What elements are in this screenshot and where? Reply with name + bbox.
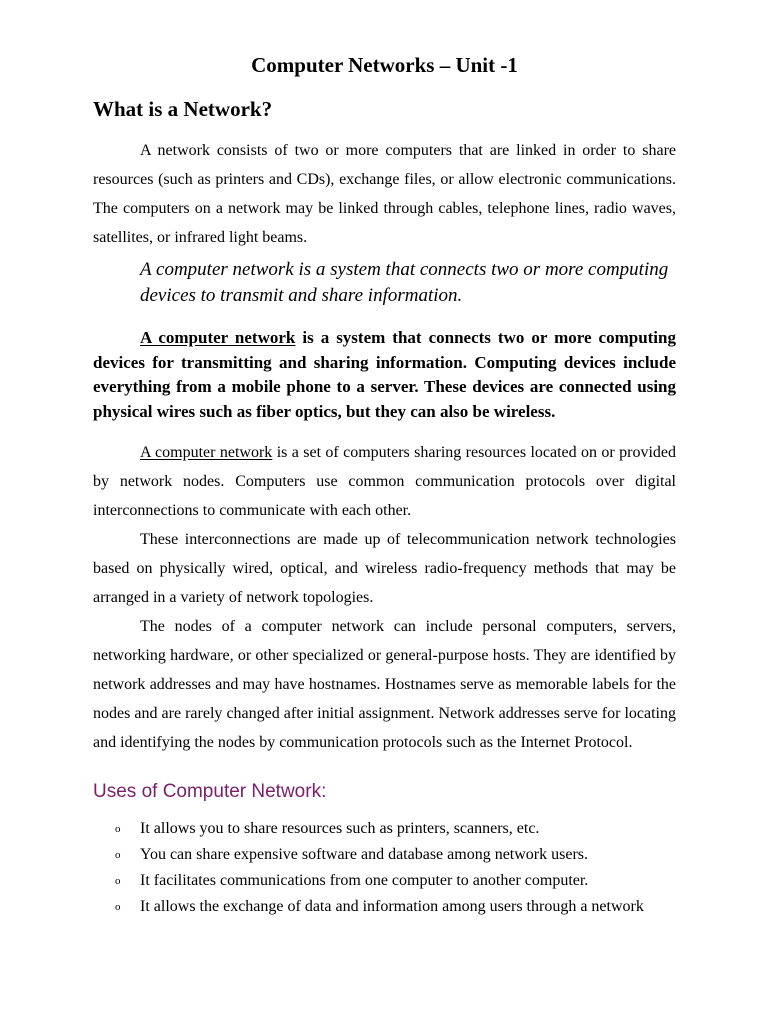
paragraph-nodes: The nodes of a computer network can include personal computers, servers, networking hardware, or other specialized or general-purpose hosts. They are identified by network addresses and may have hostnames. Hostnames serve as memorable labels for the nodes and are rarely changed after initial assignment. Network addresses serve for locating and identifying the nodes by communication protocols such as the Internet Protocol. <box>93 618 676 751</box>
paragraph-network-definition: A network consists of two or more computers that are linked in order to share resources (such as printers and CDs), exchange files, or allow electronic communications. The computers on a network may be linked through cables, telephone lines, radio waves, satellites, or infrared light beams. <box>93 142 676 246</box>
bullet-icon: o <box>115 901 121 913</box>
bullet-icon: o <box>115 849 121 861</box>
paragraph-computer-network-set <box>93 438 676 525</box>
list-item: o It facilitates communications from one computer to another computer. <box>93 870 676 892</box>
list-item: o It allows you to share resources such as printers, scanners, etc. <box>93 818 676 840</box>
bold-paragraph <box>93 326 676 424</box>
term-computer-network: A computer network <box>140 328 296 347</box>
bullet-icon: o <box>115 875 121 887</box>
uses-heading: Uses of Computer Network: <box>93 781 327 802</box>
section-heading-what-is-network: What is a Network? <box>93 97 273 121</box>
document-page <box>93 50 676 922</box>
uses-list <box>93 818 676 918</box>
term-computer-network-2: A computer network <box>140 444 273 461</box>
bullet-icon: o <box>115 823 121 835</box>
list-item: o It allows the exchange of data and information among users through a network <box>93 896 676 918</box>
bold-paragraph-text: is a system that connects two or more computing devices for transmitting and sharing information. Computing devices include everything from a mobile phone to a server. These devices are connected using physical wires such as fiber optics, but they can also be wireless. <box>93 328 676 421</box>
list-item: o You can share expensive software and database among network users. <box>93 844 676 866</box>
paragraph-computer-network-set-text: is a set of computers sharing resources located on or provided by network nodes. Computers use common communication protocols over digital interconnections to communicate with each other. <box>93 444 677 519</box>
document-title: Computer Networks – Unit -1 <box>251 53 518 77</box>
paragraph-interconnections: These interconnections are made up of telecommunication network technologies based on physically wired, optical, and wireless radio-frequency methods that may be arranged in a variety of network topologies. <box>93 531 676 606</box>
italic-quote: A computer network is a system that connects two or more computing devices to transmit and share information. <box>140 259 669 306</box>
